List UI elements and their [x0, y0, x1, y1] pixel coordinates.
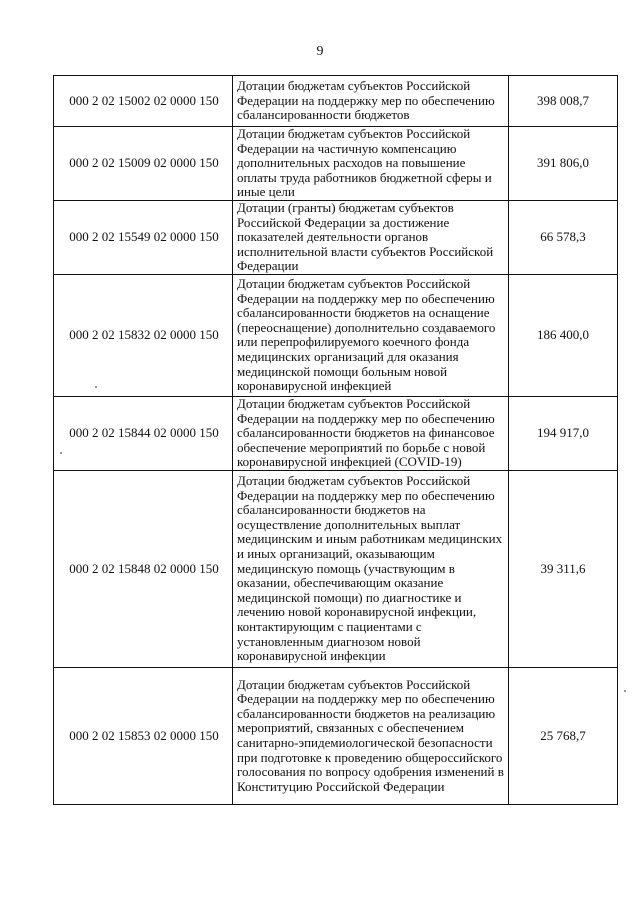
table-row [54, 667, 618, 804]
amount-cell: 391 806,0 [509, 127, 618, 201]
table-row [54, 274, 618, 396]
description-cell: Дотации бюджетам субъектов Российской Федерации на поддержку мер по обеспечению сбалансированности бюджетов на реализацию мероприятий, связанных с обеспечением санитарно-эпидемиологической безопасности при подготовке к проведению общероссийского голосования по вопросу одобрения изменений в Конституцию Российской Федерации [233, 667, 509, 804]
description-cell: Дотации бюджетам субъектов Российской Федерации на поддержку мер по обеспечению сбалансированности бюджетов на финансовое обеспечение мероприятий по борьбе с новой коронавирусной инфекцией (COVID-19) [233, 396, 509, 470]
amount-cell: 194 917,0 [509, 396, 618, 470]
table-row [54, 470, 618, 667]
amount-cell: 186 400,0 [509, 274, 618, 396]
table-row [54, 76, 618, 127]
amount-cell: 25 768,7 [509, 667, 618, 804]
description-cell: Дотации бюджетам субъектов Российской Федерации на частичную компенсацию дополнительных расходов на повышение оплаты труда работников бюджетной сферы и иные цели [233, 127, 509, 201]
description-cell: Дотации бюджетам субъектов Российской Федерации на поддержку мер по обеспечению сбалансированности бюджетов [233, 76, 509, 127]
amount-cell: 66 578,3 [509, 201, 618, 275]
budget-code-cell: 000 2 02 15844 02 0000 150 [54, 396, 233, 470]
table-row [54, 396, 618, 470]
scan-speck [60, 452, 62, 454]
scan-speck [95, 386, 97, 388]
budget-code-cell: 000 2 02 15549 02 0000 150 [54, 201, 233, 275]
scan-speck [624, 690, 626, 692]
page-number: 9 [316, 44, 324, 59]
table-row [54, 127, 618, 201]
budget-code-cell: 000 2 02 15832 02 0000 150 [54, 274, 233, 396]
budget-code-cell: 000 2 02 15853 02 0000 150 [54, 667, 233, 804]
amount-cell: 398 008,7 [509, 76, 618, 127]
budget-code-cell: 000 2 02 15009 02 0000 150 [54, 127, 233, 201]
description-cell: Дотации бюджетам субъектов Российской Федерации на поддержку мер по обеспечению сбалансированности бюджетов на осуществление дополнительных выплат медицинским и иным работникам медицинских и иных организаций, оказывающим медицинскую помощь (участвующим в оказании, обеспечивающим оказание медицинской помощи) по диагностике и лечению новой коронавирусной инфекции, контактирующим с пациентами с установленным диагнозом новой коронавирусной инфекции [233, 470, 509, 667]
amount-cell: 39 311,6 [509, 470, 618, 667]
table-row [54, 201, 618, 275]
description-cell: Дотации бюджетам субъектов Российской Федерации на поддержку мер по обеспечению сбалансированности бюджетов на оснащение (переоснащение) дополнительно создаваемого или перепрофилируемого коечного фонда медицинских организаций для оказания медицинской помощи больным новой коронавирусной инфекцией [233, 274, 509, 396]
budget-code-cell: 000 2 02 15848 02 0000 150 [54, 470, 233, 667]
budget-code-cell: 000 2 02 15002 02 0000 150 [54, 76, 233, 127]
budget-revenue-table [53, 75, 618, 805]
description-cell: Дотации (гранты) бюджетам субъектов Российской Федерации за достижение показателей деятельности органов исполнительной власти субъектов Российской Федерации [233, 201, 509, 275]
